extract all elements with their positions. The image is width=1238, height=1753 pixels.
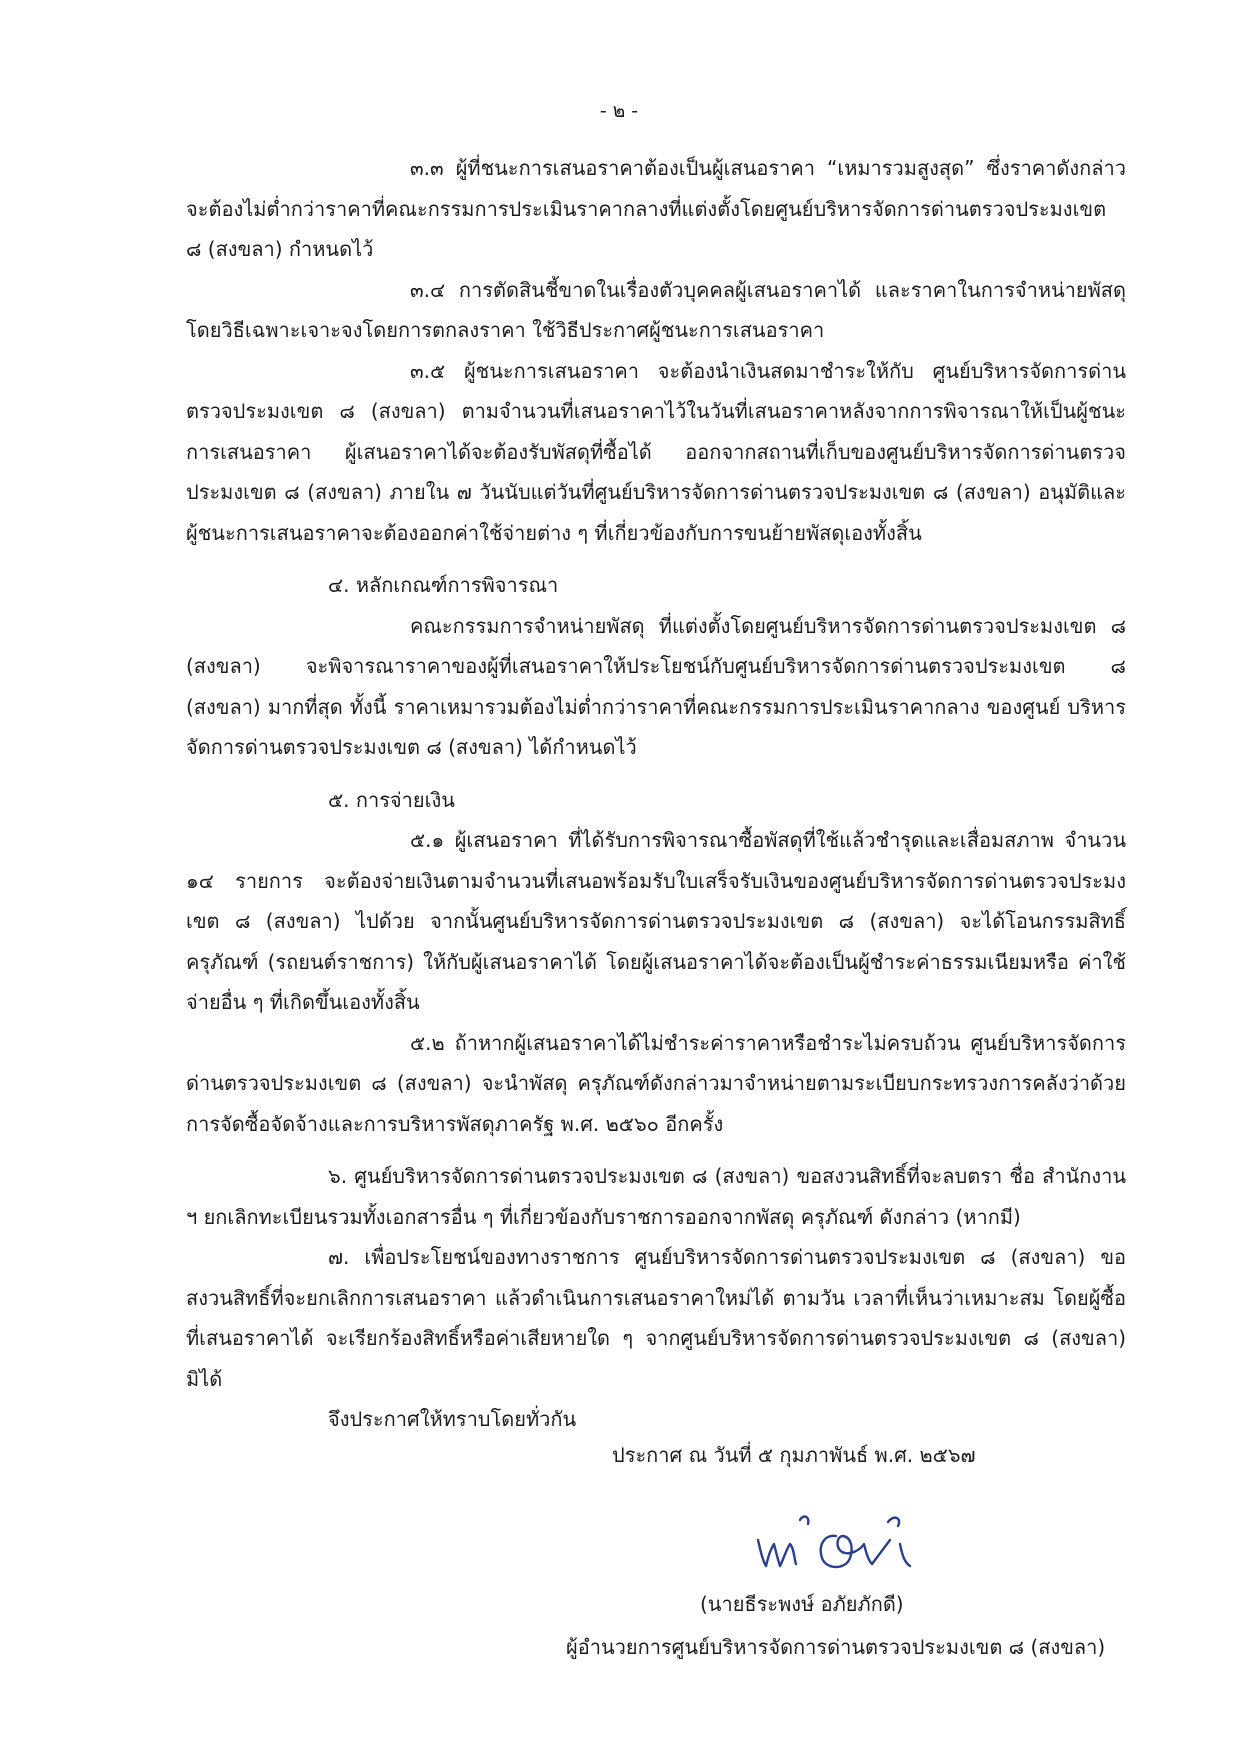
closing-statement: จึงประกาศให้ทราบโดยทั่วกัน [328, 1407, 577, 1431]
section-5-2: ๕.๒ ถ้าหากผู้เสนอราคาได้ไม่ชำระค่าราคาหรือชำระไม่ครบถ้วน ศูนย์บริหารจัดการ ด่านตรวจประมงเขต ๘ (สงขลา) จะนำพัสดุ ครุภัณฑ์ดังกล่าวมาจำหน่ายตามระเบียบกระทรวงการคลังว่าด้วย การจัดซื้อจัดจ้างและการบริหารพัสดุภาครัฐ พ.ศ. ๒๕๖๐ อีกครั้ง [186, 1030, 1126, 1136]
section-4-body: คณะกรรมการจำหน่ายพัสดุ ที่แต่งตั้งโดยศูนย์บริหารจัดการด่านตรวจประมงเขต ๘ (สงขลา) จะพิจารณาราคาของผู้ที่เสนอราคาให้ประโยชน์กับศูนย์บริหารจัดการด่านตรวจประมงเขต ๘ (สงขลา) มากที่สุด ทั้งนี้ ราคาเหมารวมต้องไม่ต่ำกว่าราคาที่คณะกรรมการประเมินราคากลาง ของศูนย์ บริหารจัดการด่านตรวจประมงเขต ๘ (สงขลา) ได้กำหนดไว้ [186, 613, 1126, 759]
announcement-date: ประกาศ ณ วันที่ ๕ กุมภาพันธ์ พ.ศ. ๒๕๖๗ [612, 1443, 976, 1467]
handwritten-signature [750, 1500, 920, 1580]
section-3-5: ๓.๕ ผู้ชนะการเสนอราคา จะต้องนำเงินสดมาชำระให้กับ ศูนย์บริหารจัดการด่าน ตรวจประมงเขต ๘ (สงขลา) ตามจำนวนที่เสนอราคาไว้ในวันที่เสนอราคาหลังจากการพิจารณาให้เป็นผู้ชนะ การเสนอราคา ผู้เสนอราคาได้จะต้องรับพัสดุที่ซื้อได้ ออกจากสถานที่เก็บของศูนย์บริหารจัดการด่านตรวจ ประมงเขต ๘ (สงขลา) ภายใน ๗ วันนับแต่วันที่ศูนย์บริหารจัดการด่านตรวจประมงเขต ๘ (สงขลา) อนุมัติและ ผู้ชนะการเสนอราคาจะต้องออกค่าใช้จ่ายต่าง ๆ ที่เกี่ยวข้องกับการขนย้ายพัสดุเองทั้งสิ้น [186, 358, 1126, 545]
section-6: ๖. ศูนย์บริหารจัดการด่านตรวจประมงเขต ๘ (สงขลา) ขอสงวนสิทธิ์ที่จะลบตรา ชื่อ สำนักงาน ฯ ยกเลิกทะเบียนรวมทั้งเอกสารอื่น ๆ ที่เกี่ยวข้องกับราชการออกจากพัสดุ ครุภัณฑ์ ดังกล่าว (หากมี) [186, 1164, 1126, 1229]
page-number: - ๒ - [599, 100, 639, 122]
section-4-heading: ๔. หลักเกณฑ์การพิจารณา [328, 573, 559, 597]
signer-name: (นายธีระพงษ์ อภัยภักดี) [700, 1592, 904, 1616]
section-7: ๗. เพื่อประโยชน์ของทางราชการ ศูนย์บริหารจัดการด่านตรวจประมงเขต ๘ (สงขลา) ขอ สงวนสิทธิ์ที่จะยกเลิกการเสนอราคา แล้วดำเนินการเสนอราคาใหม่ได้ ตามวัน เวลาที่เห็นว่าเหมาะสม โดยผู้ซื้อ ที่เสนอราคาได้ จะเรียกร้องสิทธิ์หรือค่าเสียหายใด ๆ จากศูนย์บริหารจัดการด่านตรวจประมงเขต ๘ (สงขลา) มิได้ [186, 1245, 1126, 1391]
signer-position: ผู้อำนวยการศูนย์บริหารจัดการด่านตรวจประมงเขต ๘ (สงขลา) [566, 1635, 1106, 1659]
section-5-1: ๕.๑ ผู้เสนอราคา ที่ได้รับการพิจารณาซื้อพัสดุที่ใช้แล้วชำรุดและเสื่อมสภาพ จำนวน ๑๔ รายการ จะต้องจ่ายเงินตามจำนวนที่เสนอพร้อมรับใบเสร็จรับเงินของศูนย์บริหารจัดการด่านตรวจประมง เขต ๘ (สงขลา) ไปด้วย จากนั้นศูนย์บริหารจัดการด่านตรวจประมงเขต ๘ (สงขลา) จะได้โอนกรรมสิทธิ์ ครุภัณฑ์ (รถยนต์ราชการ) ให้กับผู้เสนอราคาได้ โดยผู้เสนอราคาได้จะต้องเป็นผู้ชำระค่าธรรมเนียมหรือ ค่าใช้จ่ายอื่น ๆ ที่เกิดขึ้นเองทั้งสิ้น [186, 828, 1126, 1014]
document-body [186, 148, 1126, 1440]
section-3-3: ๓.๓ ผู้ที่ชนะการเสนอราคาต้องเป็นผู้เสนอราคา “เหมารวมสูงสุด” ซึ่งราคาดังกล่าว จะต้องไม่ต่ำกว่าราคาที่คณะกรรมการประเมินราคากลางที่แต่งตั้งโดยศูนย์บริหารจัดการด่านตรวจประมงเขต ๘ (สงขลา) กำหนดไว้ [186, 156, 1126, 261]
section-3-4: ๓.๔ การตัดสินชี้ขาดในเรื่องตัวบุคคลผู้เสนอราคาได้ และราคาในการจำหน่ายพัสดุ โดยวิธีเฉพาะเจาะจงโดยการตกลงราคา ใช้วิธีประกาศผู้ชนะการเสนอราคา [186, 277, 1126, 342]
section-5-heading: ๕. การจ่ายเงิน [328, 787, 455, 812]
